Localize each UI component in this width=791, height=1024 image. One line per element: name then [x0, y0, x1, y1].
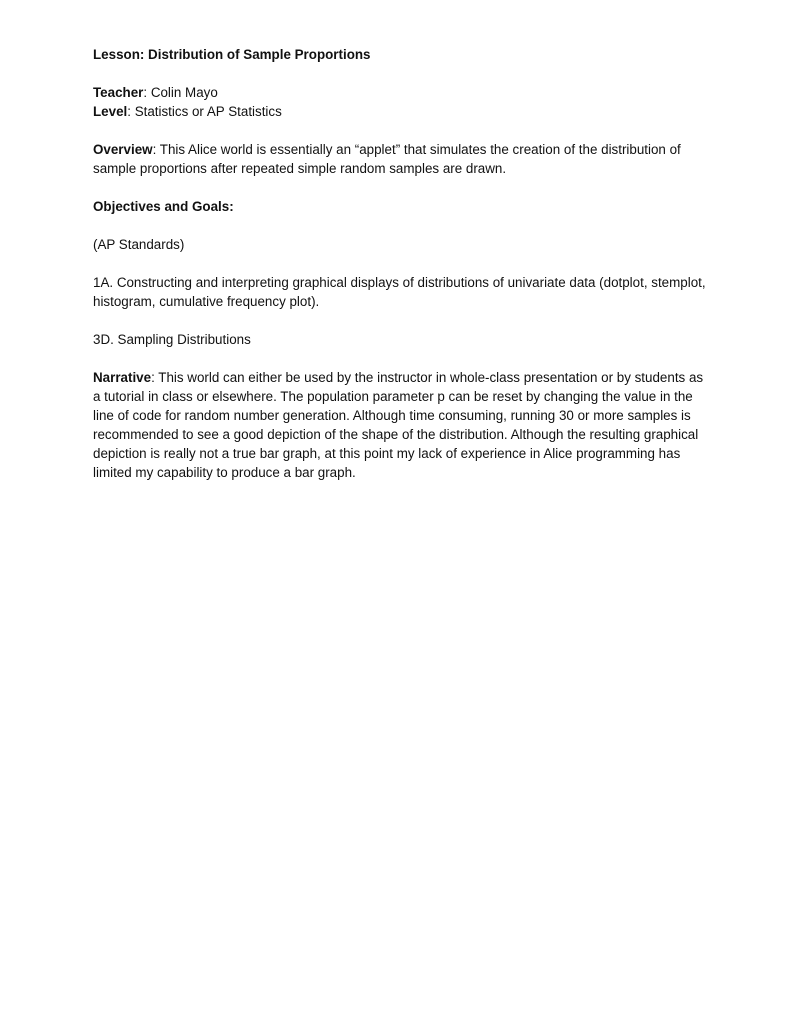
lesson-title-text: Lesson: Distribution of Sample Proportions: [93, 47, 371, 62]
objectives-heading-text: Objectives and Goals:: [93, 199, 234, 214]
spacer: [93, 311, 713, 330]
level-label: Level: [93, 104, 128, 119]
spacer: [93, 64, 713, 83]
overview-paragraph: [93, 140, 713, 178]
spacer: [93, 254, 713, 273]
overview-text: : This Alice world is essentially an “applet” that simulates the creation of the distribution of sample proportions after repeated simple random samples are drawn.: [93, 142, 681, 176]
objectives-heading: [93, 197, 713, 216]
standard-3d: 3D. Sampling Distributions: [93, 332, 251, 347]
spacer: [93, 349, 713, 368]
level-line: [93, 102, 713, 121]
document-page: [93, 45, 713, 482]
teacher-value: : Colin Mayo: [143, 85, 218, 100]
narrative-text: : This world can either be used by the instructor in whole-class presentation or by students as a tutorial in class or elsewhere. The population parameter p can be reset by changing the value in the line of code for random number generation. Although time consuming, running 30 or more samples is recommended to see a good depiction of the shape of the distribution. Although the resulting graphical depiction is really not a true bar graph, at this point my lack of experience in Alice programming has limited my capability to produce a bar graph.: [93, 370, 704, 480]
standard-1a: 1A. Constructing and interpreting graphical displays of distributions of univariate data (dotplot, stemplot, histogram, cumulative frequency plot).: [93, 275, 706, 309]
spacer: [93, 121, 713, 140]
ap-standards: (AP Standards): [93, 237, 185, 252]
level-value: : Statistics or AP Statistics: [127, 104, 282, 119]
narrative-label: Narrative: [93, 370, 152, 385]
teacher-label: Teacher: [93, 85, 144, 100]
teacher-line: [93, 83, 713, 102]
spacer: [93, 216, 713, 235]
spacer: [93, 178, 713, 197]
lesson-title: [93, 45, 713, 64]
overview-label: Overview: [93, 142, 153, 157]
narrative-paragraph: [93, 368, 713, 482]
